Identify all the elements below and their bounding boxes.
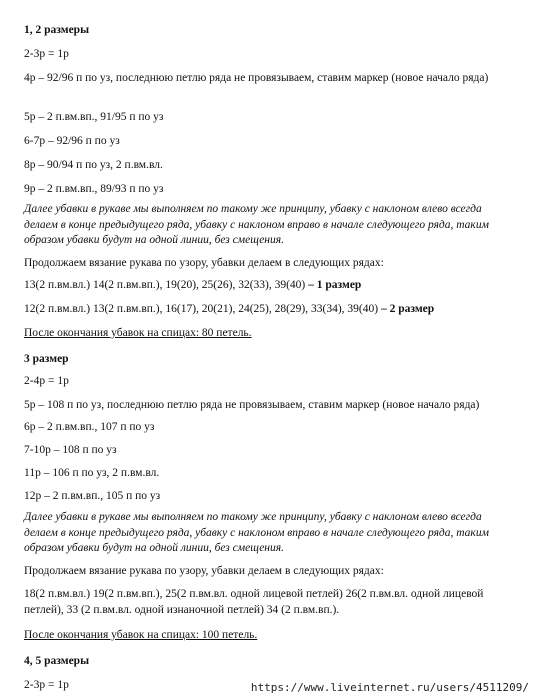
result-stitches: После окончания убавок на спицах: 100 петель. <box>24 629 258 641</box>
row-instruction: 6р – 2 п.вм.вп., 107 п по уз <box>24 421 155 433</box>
decrease-rows: 18(2 п.вм.вл.) 19(2 п.вм.вп.), 25(2 п.вм.вл. одной лицевой петлей) 26(2 п.вм.вл. одной лицевой петлей), 33 (2 п.вм.вл. одной изнаночной петлей) 34 (2 п.вм.вп.). <box>24 588 484 616</box>
row-instruction: 2-4р = 1р <box>24 375 69 387</box>
row-instruction: 9р – 2 п.вм.вп., 89/93 п по уз <box>24 183 164 195</box>
section-heading-1-2: 1, 2 размеры <box>24 24 90 36</box>
row-instruction: 12р – 2 п.вм.вп., 105 п по уз <box>24 490 161 502</box>
row-instruction: 2-3р = 1р <box>24 48 69 60</box>
row-instruction: 6-7р – 92/96 п по уз <box>24 135 120 147</box>
section-heading-4-5: 4, 5 размеры <box>24 655 90 667</box>
continue-text: Продолжаем вязание рукава по узору, убавки делаем в следующих рядах: <box>24 257 384 269</box>
row-instruction: 2-3р = 1р <box>24 679 69 691</box>
row-instruction: 5р – 2 п.вм.вп., 91/95 п по уз <box>24 111 164 123</box>
size-label: – 2 размер <box>380 303 435 315</box>
decrease-note: Далее убавки в рукаве мы выполняем по такому же принципу, убавку с наклоном влево всегда делаем в конце предыдущего ряда, убавку с наклоном вправо в начале следующего ряда, таким образом убавки будут на одной линии, без смещения. <box>24 203 489 246</box>
decrease-rows-size-1 <box>24 278 507 294</box>
row-instruction: 4р – 92/96 п по уз, последнюю петлю ряда не провязываем, ставим маркер (новое начало ряда) <box>24 72 489 84</box>
decrease-rows-text: 13(2 п.вм.вл.) 14(2 п.вм.вп.), 19(20), 25(26), 32(33), 39(40) <box>24 279 309 291</box>
continue-text: Продолжаем вязание рукава по узору, убавки делаем в следующих рядах: <box>24 565 384 577</box>
decrease-note: Далее убавки в рукаве мы выполняем по такому же принципу, убавку с наклоном влево всегда делаем в конце предыдущего ряда, убавку с наклоном вправо в начале следующего ряда, таким образом убавки будут на одной линии, без смещения. <box>24 511 489 554</box>
source-watermark: https://www.liveinternet.ru/users/4511209/ <box>250 680 529 694</box>
result-stitches: После окончания убавок на спицах: 80 петель. <box>24 327 252 339</box>
row-instruction: 11р – 106 п по уз, 2 п.вм.вл. <box>24 467 160 479</box>
row-instruction: 5р – 108 п по уз, последнюю петлю ряда не провязываем, ставим маркер (новое начало ряда) <box>24 399 480 411</box>
decrease-rows-text: 12(2 п.вм.вл.) 13(2 п.вм.вп.), 16(17), 20(21), 24(25), 28(29), 33(34), 39(40) <box>24 303 381 315</box>
row-instruction: 8р – 90/94 п по уз, 2 п.вм.вл. <box>24 159 163 171</box>
size-label: – 1 размер <box>308 279 362 291</box>
section-heading-3: 3 размер <box>24 353 69 365</box>
row-instruction: 7-10р – 108 п по уз <box>24 444 117 456</box>
decrease-rows-size-2 <box>24 302 507 318</box>
